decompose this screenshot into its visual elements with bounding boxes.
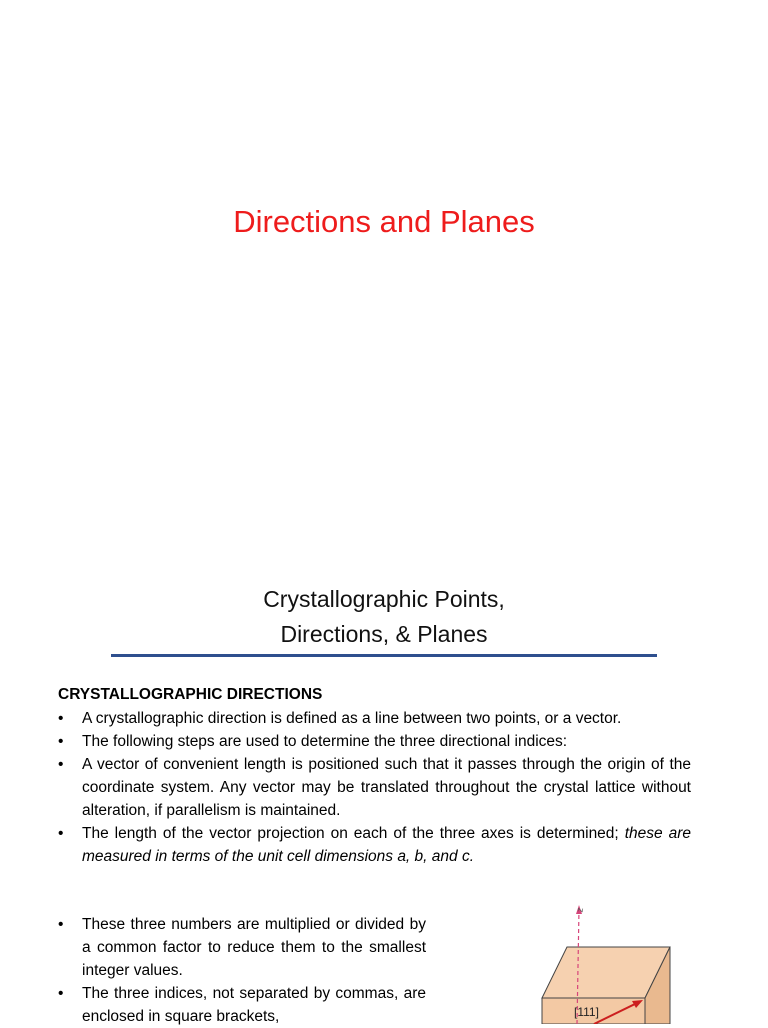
bullet-item: • The following steps are used to determine the three directional indices: (58, 730, 691, 753)
bullet-item: • A crystallographic direction is defined as a line between two points, or a vector. (58, 707, 691, 730)
bullet-item: • The three indices, not separated by commas, are enclosed in square brackets, (58, 982, 426, 1028)
heading-divider (111, 654, 657, 657)
crystallographic-directions-subheading: CRYSTALLOGRAPHIC DIRECTIONS (58, 686, 323, 703)
bullet-item (58, 822, 691, 868)
bullet-item: • These three numbers are multiplied or divided by a common factor to reduce them to the smallest integer values. (58, 913, 426, 982)
section-heading-line-1: Crystallographic Points, (263, 586, 505, 612)
z-axis-label: z (574, 906, 586, 913)
bullet-item: • A vector of convenient length is positioned such that it passes through the origin of the coordinate system. Any vector may be translated throughout the crystal lattice without alteration, if parallelism is maintained. (58, 753, 691, 822)
indices-bullet-list (58, 913, 426, 1028)
bullet-text: The length of the vector projection on each of the three axes is determined; (82, 825, 619, 842)
section-heading (0, 582, 768, 652)
direction-label: [111] (574, 1005, 599, 1019)
directions-bullet-list (58, 707, 691, 868)
slide-title: Directions and Planes (233, 204, 535, 239)
bullet-italic-text: these are measured in terms of the unit cell dimensions a, b, and c. (82, 825, 691, 865)
section-heading-line-2: Directions, & Planes (280, 621, 488, 647)
unit-cell-figure (520, 895, 700, 1024)
